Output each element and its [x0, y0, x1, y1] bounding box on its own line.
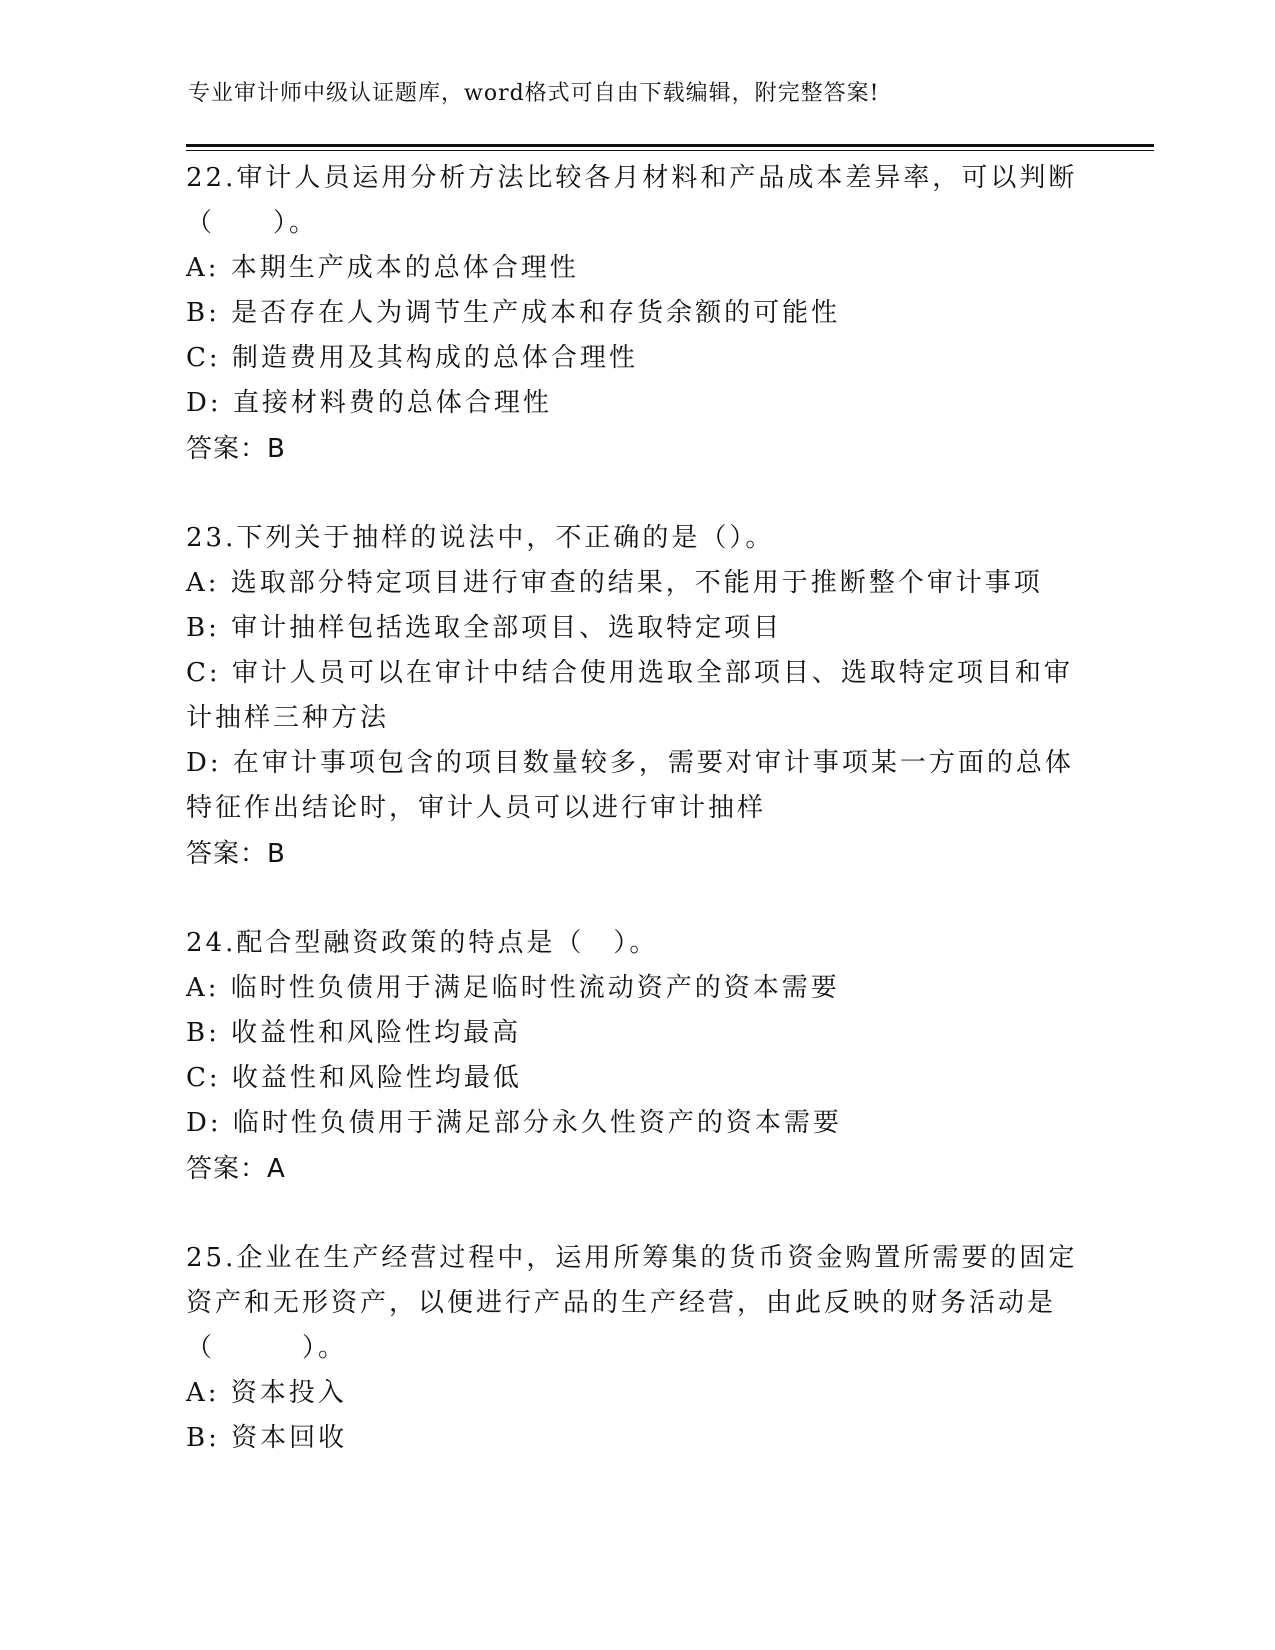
- question-stem-line: 24.配合型融资政策的特点是（ ）。: [186, 928, 659, 958]
- question-22: [186, 156, 1086, 472]
- header-rule-thick: [186, 144, 1154, 147]
- option-b: B: 资本回收: [186, 1423, 348, 1453]
- option-d: D: 在审计事项包含的项目数量较多，需要对审计事项某一方面的总体: [186, 748, 1074, 778]
- option-b: B: 是否存在人为调节生产成本和存货余额的可能性: [186, 298, 841, 328]
- question-stem-line: 23.下列关于抽样的说法中，不正确的是（）。: [186, 523, 775, 553]
- option-d: D: 临时性负债用于满足部分永久性资产的资本需要: [186, 1108, 842, 1138]
- answer-line: 答案：B: [186, 839, 286, 869]
- option-d-continued: 特征作出结论时，审计人员可以进行审计抽样: [186, 793, 767, 823]
- option-a: A: 临时性负债用于满足临时性流动资产的资本需要: [186, 973, 840, 1003]
- option-a: A: 资本投入: [186, 1378, 347, 1408]
- option-a: A: 本期生产成本的总体合理性: [186, 253, 579, 283]
- question-23: [186, 516, 1086, 877]
- answer-line: 答案：B: [186, 434, 286, 464]
- option-c: C: 制造费用及其构成的总体合理性: [186, 343, 638, 373]
- option-c: C: 收益性和风险性均最低: [186, 1063, 522, 1093]
- question-spacer: [186, 472, 1086, 516]
- question-list: [186, 156, 1086, 1461]
- option-d: D: 直接材料费的总体合理性: [186, 388, 552, 418]
- question-stem-line: （ ）。: [186, 208, 319, 238]
- question-stem-line: 资产和无形资产，以便进行产品的生产经营，由此反映的财务活动是: [186, 1288, 1057, 1318]
- question-spacer: [186, 1192, 1086, 1236]
- page-header: 专业审计师中级认证题库，word格式可自由下载编辑，附完整答案!: [188, 81, 880, 106]
- option-c: C: 审计人员可以在审计中结合使用选取全部项目、选取特定项目和审: [186, 658, 1073, 688]
- question-25: [186, 1236, 1086, 1461]
- option-b: B: 收益性和风险性均最高: [186, 1018, 522, 1048]
- question-stem-line: （ ）。: [186, 1333, 348, 1363]
- answer-line: 答案：A: [186, 1154, 286, 1184]
- option-a: A: 选取部分特定项目进行审查的结果，不能用于推断整个审计事项: [186, 568, 1043, 598]
- question-24: [186, 921, 1086, 1192]
- option-b: B: 审计抽样包括选取全部项目、选取特定项目: [186, 613, 783, 643]
- option-c-continued: 计抽样三种方法: [186, 703, 390, 733]
- question-spacer: [186, 877, 1086, 921]
- header-rule-thin: [186, 150, 1154, 151]
- question-stem-line: 22.审计人员运用分析方法比较各月材料和产品成本差异率，可以判断: [186, 163, 1078, 193]
- question-stem-line: 25.企业在生产经营过程中，运用所筹集的货币资金购置所需要的固定: [186, 1243, 1078, 1273]
